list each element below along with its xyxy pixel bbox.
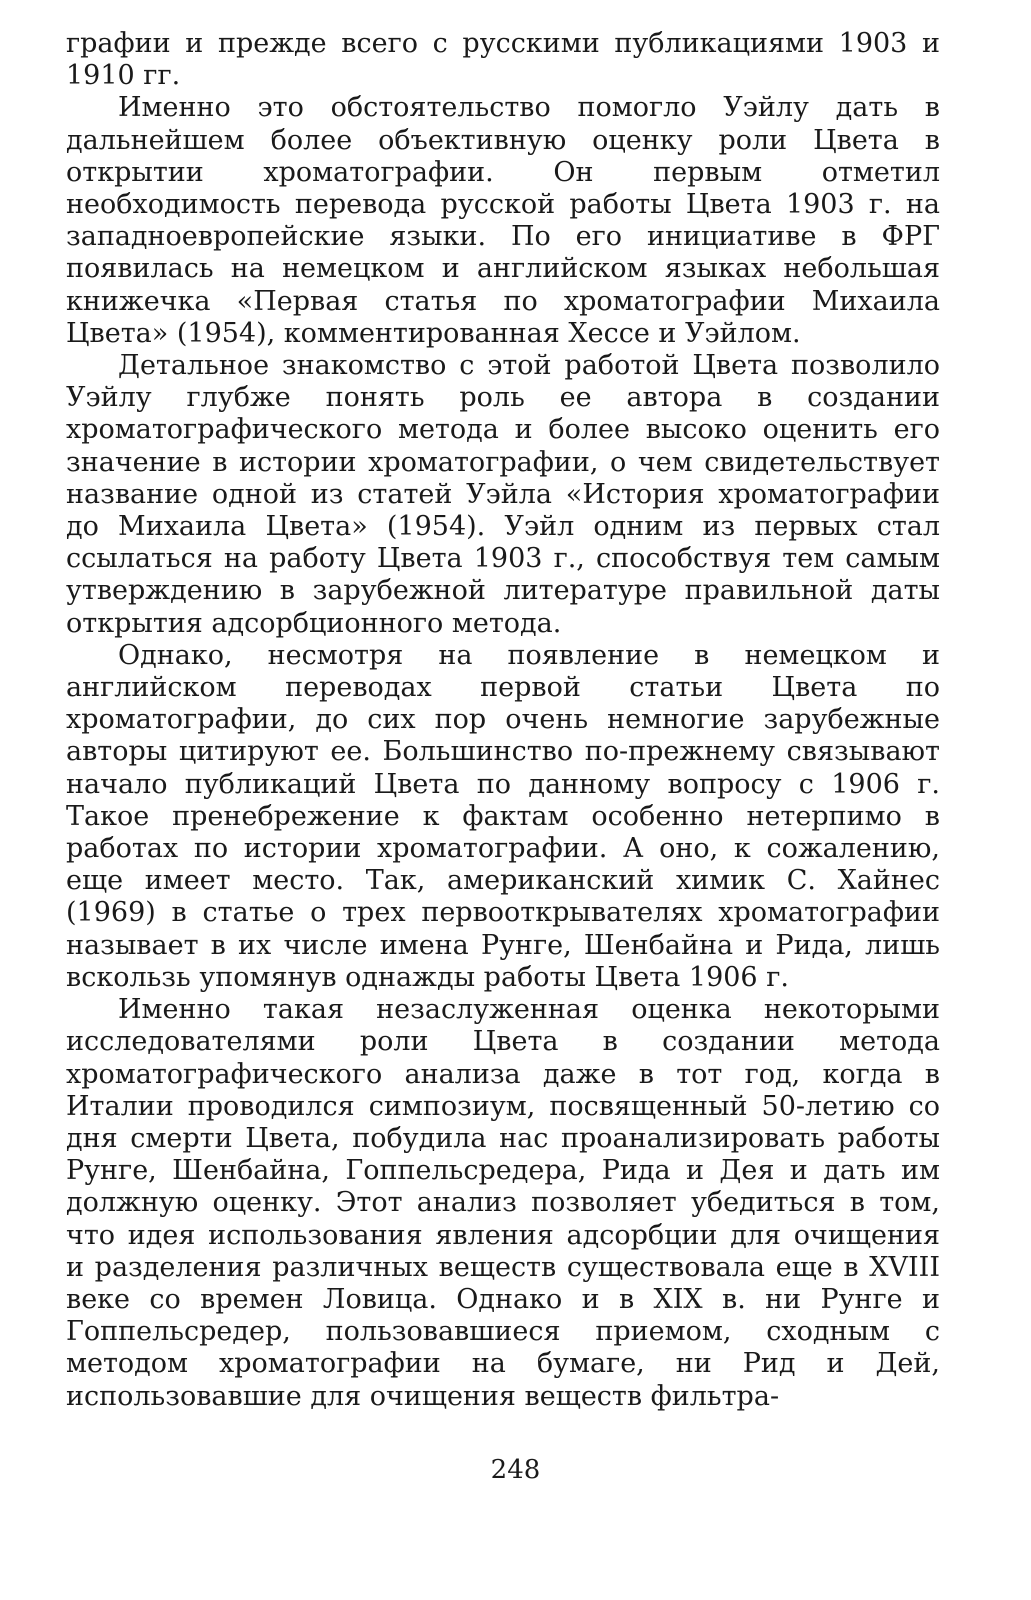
paragraph: Именно это обстоятельство помогло Уэйлу дать в дальнейшем более объективную оценку роли Цвета в открытии хроматографии. Он первым отметил необходимость перевода русской работы Цвета 1903 г. на западноевропейские языки. По его инициативе в ФРГ появилась на немецком и английском языках небольшая книжечка «Первая статья по хроматографии Михаила Цвета» (1954), комментированная Хессе и Уэйлом. [66, 92, 940, 349]
paragraph: Именно такая незаслуженная оценка некоторыми исследователями роли Цвета в создании метода хроматографического анализа даже в тот год, когда в Италии проводился симпозиум, посвященный 50-летию со дня смерти Цвета, побудила нас проанализировать работы Рунге, Шенбайна, Гоппельсредера, Рида и Дея и дать им должную оценку. Этот анализ позволяет убедиться в том, что идея использования явления адсорбции для очищения и разделения различных веществ существовала еще в XVIII веке со времен Ловица. Однако и в XIX в. ни Рунге и Гоппельсредер, пользовавшиеся приемом, сходным с методом хроматографии на бумаге, ни Рид и Дей, использовавшие для очищения веществ фильтра- [66, 994, 940, 1412]
paragraph-continuation: графии и прежде всего с русскими публикациями 1903 и 1910 гг. [66, 28, 940, 92]
page-body [66, 28, 940, 1413]
paragraph: Однако, несмотря на появление в немецком и английском переводах первой статьи Цвета по хроматографии, до сих пор очень немногие зарубежные авторы цитируют ее. Большинство по-прежнему связывают начало публикаций Цвета по данному вопросу с 1906 г. Такое пренебрежение к фактам особенно нетерпимо в работах по истории хроматографии. А оно, к сожалению, еще имеет место. Так, американский химик С. Хайнес (1969) в статье о трех первооткрывателях хроматографии называет в их числе имена Рунге, Шенбайна и Рида, лишь вскользь упомянув однажды работы Цвета 1906 г. [66, 639, 940, 993]
paragraph: Детальное знакомство с этой работой Цвета позволило Уэйлу глубже понять роль ее автора в создании хроматографического метода и более высоко оценить его значение в истории хроматографии, о чем свидетельствует название одной из статей Уэйла «История хроматографии до Михаила Цвета» (1954). Уэйл одним из первых стал ссылаться на работу Цвета 1903 г., способствуя тем самым утверждению в зарубежной литературе правильной даты открытия адсорбционного метода. [66, 350, 940, 639]
page-number: 248 [490, 1455, 541, 1485]
